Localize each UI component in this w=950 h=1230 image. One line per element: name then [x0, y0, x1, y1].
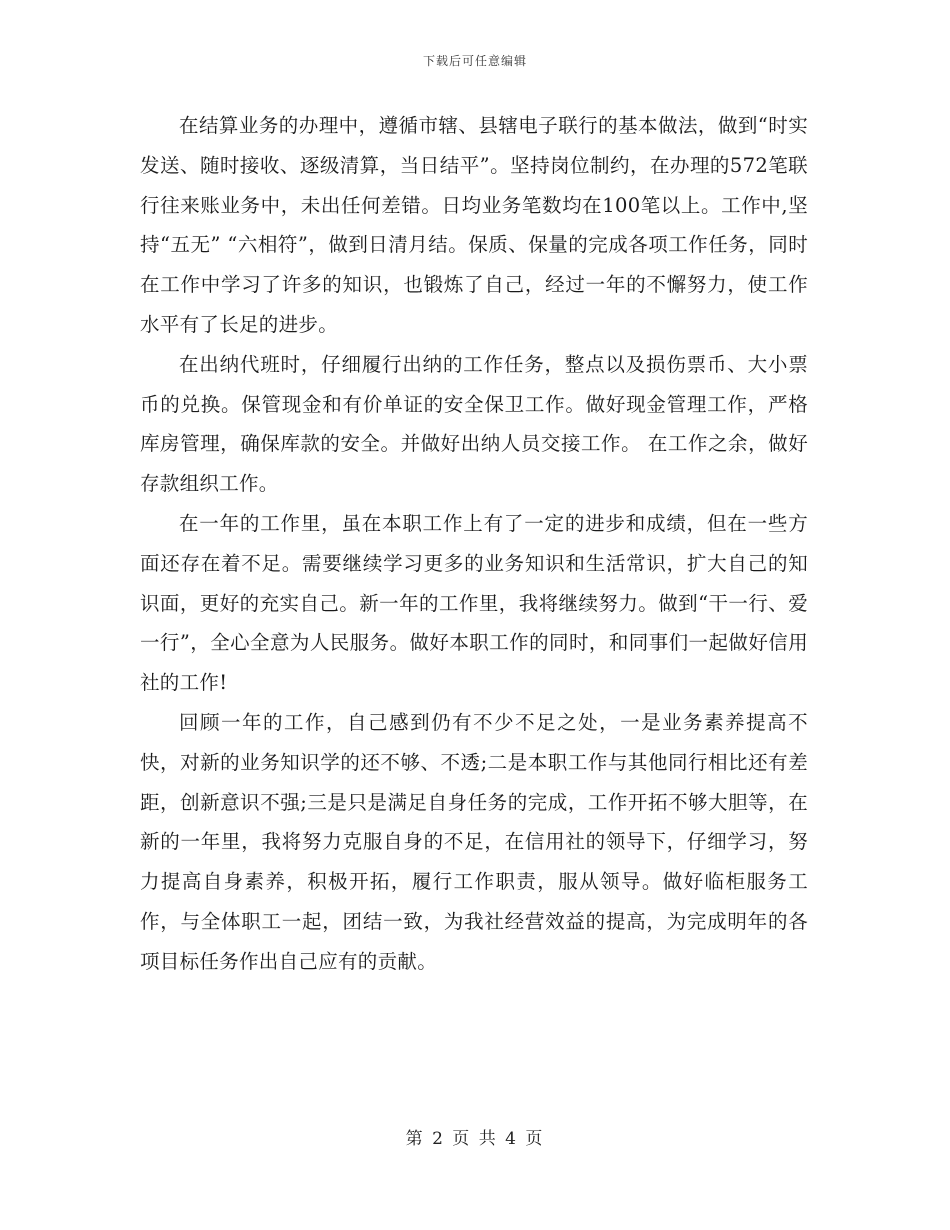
paragraph-review: 回顾一年的工作，自己感到仍有不少不足之处，一是业务素养提高不快，对新的业务知识学的还不够、不透;二是本职工作与其他同行相比还有差距，创新意识不强;三是只是满足自身任务的完成，工作开拓不够大胆等，在新的一年里，我将努力克服自身的不足，在信用社的领导下，仔细学习，努力提高自身素养，积极开拓，履行工作职责，服从领导。做好临柜服务工作，与全体职工一起，团结一致，为我社经营效益的提高，为完成明年的各项目标任务作出自己应有的贡献。 [140, 710, 808, 973]
paragraph-settlement: 在结算业务的办理中，遵循市辖、县辖电子联行的基本做法，做到“时实发送、随时接收、逐级清算，当日结平”。坚持岗位制约，在办理的572笔联行往来账业务中，未出任何差错。日均业务笔数均在100笔以上。工作中,坚持“五无” “六相符”，做到日清月结。保质、保量的完成各项工作任务，同时在工作中学习了许多的知识，也锻炼了自己，经过一年的不懈努力，使工作水平有了长足的进步。 [140, 114, 808, 336]
document-body [140, 106, 808, 982]
page-number: 第 2 页 共 4 页 [405, 1129, 545, 1149]
page-header: 下载后可任意编辑 [422, 54, 527, 68]
paragraph-cashier: 在出纳代班时，仔细履行出纳的工作任务，整点以及损伤票币、大小票币的兑换。保管现金和有价单证的安全保卫工作。做好现金管理工作，严格库房管理，确保库款的安全。并做好出纳人员交接工作。 在工作之余，做好存款组织工作。 [140, 352, 808, 496]
paragraph-shortcomings: 在一年的工作里，虽在本职工作上有了一定的进步和成绩，但在一些方面还存在着不足。需要继续学习更多的业务知识和生活常识，扩大自己的知识面，更好的充实自己。新一年的工作里，我将继续努力。做到“干一行、爱一行”，全心全意为人民服务。做好本职工作的同时，和同事们一起做好信用社的工作! [140, 511, 808, 695]
